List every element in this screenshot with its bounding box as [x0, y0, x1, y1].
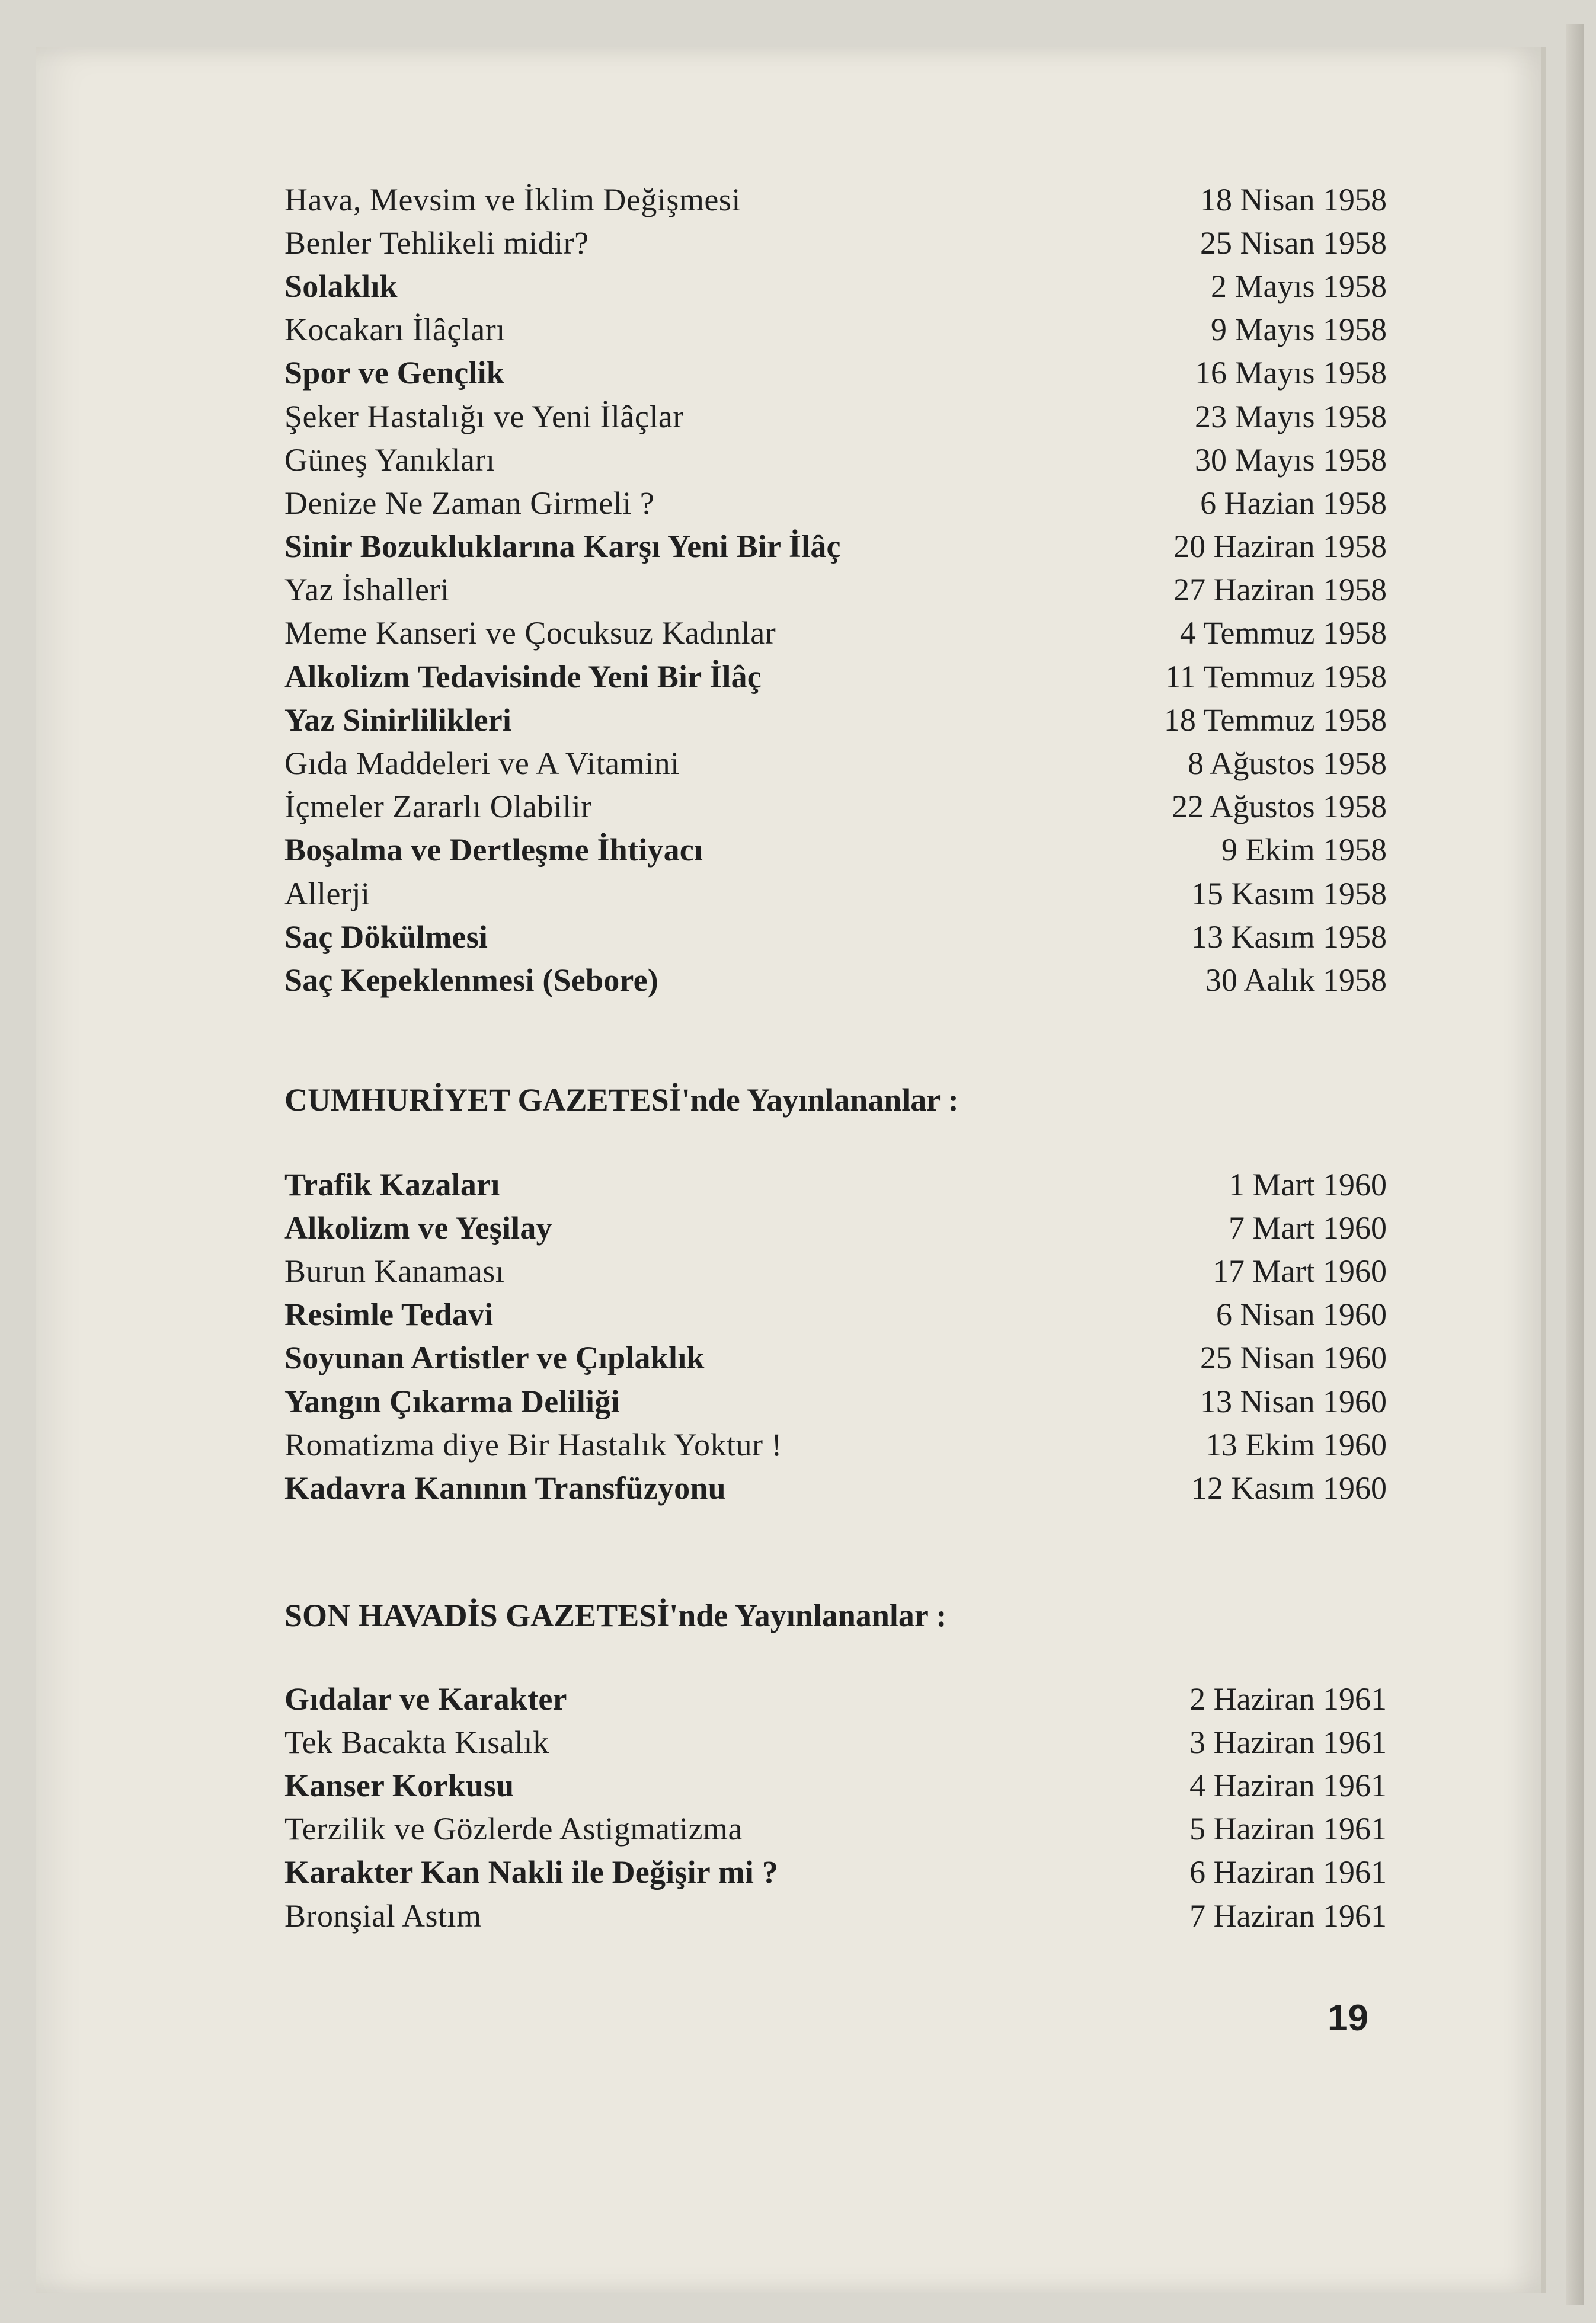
publication-date: 13 Ekim 1960	[1205, 1426, 1387, 1463]
article-title: Burun Kanaması	[284, 1253, 505, 1289]
list-item	[284, 1677, 1387, 1720]
article-title: Meme Kanseri ve Çocuksuz Kadınlar	[284, 615, 776, 651]
publication-date: 17 Mart 1960	[1213, 1253, 1387, 1289]
publication-date: 13 Kasım 1958	[1191, 919, 1387, 955]
article-title: Kadavra Kanının Transfüzyonu	[284, 1470, 726, 1506]
publication-date: 7 Mart 1960	[1229, 1210, 1387, 1246]
article-title: Tek Bacakta Kısalık	[284, 1724, 549, 1760]
list-item	[284, 1466, 1387, 1509]
list-item	[284, 178, 1387, 221]
list-item	[284, 612, 1387, 655]
publication-date: 6 Hazian 1958	[1200, 485, 1387, 521]
publication-date: 6 Nisan 1960	[1216, 1297, 1387, 1333]
article-list-son-havadis	[284, 1677, 1387, 1937]
article-title: Terzilik ve Gözlerde Astigmatizma	[284, 1811, 743, 1847]
list-item	[284, 1851, 1387, 1894]
publication-date: 20 Haziran 1958	[1173, 529, 1387, 565]
publication-date: 27 Haziran 1958	[1173, 572, 1387, 608]
publication-date: 5 Haziran 1961	[1189, 1811, 1387, 1847]
list-item	[284, 568, 1387, 612]
list-item	[284, 1807, 1387, 1851]
list-item	[284, 872, 1387, 915]
publication-date: 2 Mayıs 1958	[1211, 268, 1387, 304]
article-title: Karakter Kan Nakli ile Değişir mi ?	[284, 1854, 778, 1890]
list-item	[284, 958, 1387, 1001]
article-title: İçmeler Zararlı Olabilir	[284, 789, 592, 825]
publication-date: 4 Temmuz 1958	[1179, 615, 1387, 651]
article-list-cumhuriyet	[284, 1163, 1387, 1510]
article-title: Kanser Korkusu	[284, 1767, 514, 1803]
list-item	[284, 1720, 1387, 1764]
list-item	[284, 1380, 1387, 1423]
publication-date: 30 Aalık 1958	[1205, 962, 1387, 998]
list-item	[284, 1206, 1387, 1249]
article-title: Alkolizm Tedavisinde Yeni Bir İlâç	[284, 658, 762, 695]
list-item	[284, 395, 1387, 438]
publication-date: 18 Nisan 1958	[1200, 181, 1387, 217]
section-heading-cumhuriyet: CUMHURİYET GAZETESİ'nde Yayınlananlar :	[284, 1082, 959, 1118]
list-item	[284, 655, 1387, 698]
publication-date: 1 Mart 1960	[1229, 1166, 1387, 1202]
article-title: Trafik Kazaları	[284, 1166, 500, 1202]
article-title: Soyunan Artistler ve Çıplaklık	[284, 1340, 705, 1376]
article-title: Romatizma diye Bir Hastalık Yoktur !	[284, 1426, 782, 1463]
list-item	[284, 741, 1387, 785]
publication-date: 8 Ağustos 1958	[1187, 745, 1387, 782]
publication-date: 11 Temmuz 1958	[1165, 658, 1387, 695]
section-heading-son-havadis: SON HAVADİS GAZETESİ'nde Yayınlananlar :	[284, 1598, 947, 1633]
article-title: Spor ve Gençlik	[284, 355, 505, 391]
article-title: Yangın Çıkarma Deliliği	[284, 1383, 620, 1419]
list-item	[284, 481, 1387, 524]
article-title: Sinir Bozukluklarına Karşı Yeni Bir İlâç	[284, 529, 841, 565]
article-title: Yaz Sinirlilikleri	[284, 702, 512, 738]
list-item	[284, 828, 1387, 872]
publication-date: 2 Haziran 1961	[1189, 1681, 1387, 1717]
publication-date: 12 Kasım 1960	[1191, 1470, 1387, 1506]
article-title: Allerji	[284, 875, 370, 911]
list-item	[284, 221, 1387, 264]
article-title: Boşalma ve Dertleşme İhtiyacı	[284, 832, 703, 868]
list-item	[284, 308, 1387, 351]
article-title: Solaklık	[284, 268, 398, 304]
publication-date: 15 Kasım 1958	[1191, 875, 1387, 911]
list-item	[284, 785, 1387, 828]
article-title: Resimle Tedavi	[284, 1297, 494, 1333]
publication-date: 9 Ekim 1958	[1221, 832, 1387, 868]
article-title: Saç Kepeklenmesi (Sebore)	[284, 962, 658, 998]
article-title: Gıdalar ve Karakter	[284, 1681, 567, 1717]
list-item	[284, 351, 1387, 395]
list-item	[284, 1336, 1387, 1380]
page-edge	[1566, 24, 1584, 2305]
list-item	[284, 698, 1387, 741]
article-title: Yaz İshalleri	[284, 572, 450, 608]
article-title: Denize Ne Zaman Girmeli ?	[284, 485, 655, 521]
article-title: Hava, Mevsim ve İklim Değişmesi	[284, 181, 741, 217]
publication-date: 25 Nisan 1958	[1200, 225, 1387, 261]
page-number: 19	[1328, 1998, 1368, 2039]
publication-date: 13 Nisan 1960	[1200, 1383, 1387, 1419]
publication-date: 16 Mayıs 1958	[1195, 355, 1387, 391]
article-title: Benler Tehlikeli midir?	[284, 225, 589, 261]
article-title: Saç Dökülmesi	[284, 919, 488, 955]
list-item	[284, 1764, 1387, 1807]
publication-date: 18 Temmuz 1958	[1163, 702, 1387, 738]
list-item	[284, 1423, 1387, 1466]
article-title: Kocakarı İlâçları	[284, 312, 506, 348]
publication-date: 9 Mayıs 1958	[1211, 312, 1387, 348]
article-title: Güneş Yanıkları	[284, 441, 495, 478]
publication-date: 22 Ağustos 1958	[1171, 789, 1387, 825]
list-item	[284, 438, 1387, 481]
publication-date: 3 Haziran 1961	[1189, 1724, 1387, 1760]
publication-date: 30 Mayıs 1958	[1195, 441, 1387, 478]
article-title: Gıda Maddeleri ve A Vitamini	[284, 745, 680, 782]
article-title: Şeker Hastalığı ve Yeni İlâçlar	[284, 398, 684, 434]
publication-date: 4 Haziran 1961	[1189, 1767, 1387, 1803]
article-title: Bronşial Astım	[284, 1898, 482, 1934]
list-item	[284, 525, 1387, 568]
publication-date: 25 Nisan 1960	[1200, 1340, 1387, 1376]
list-item	[284, 1894, 1387, 1937]
list-item	[284, 1249, 1387, 1292]
publication-date: 23 Mayıs 1958	[1195, 398, 1387, 434]
list-item	[284, 1163, 1387, 1206]
list-item	[284, 264, 1387, 308]
list-item	[284, 1293, 1387, 1336]
list-item	[284, 915, 1387, 958]
article-title: Alkolizm ve Yeşilay	[284, 1210, 552, 1246]
publication-date: 6 Haziran 1961	[1189, 1854, 1387, 1890]
article-list-1958	[284, 178, 1387, 1002]
publication-date: 7 Haziran 1961	[1189, 1898, 1387, 1934]
